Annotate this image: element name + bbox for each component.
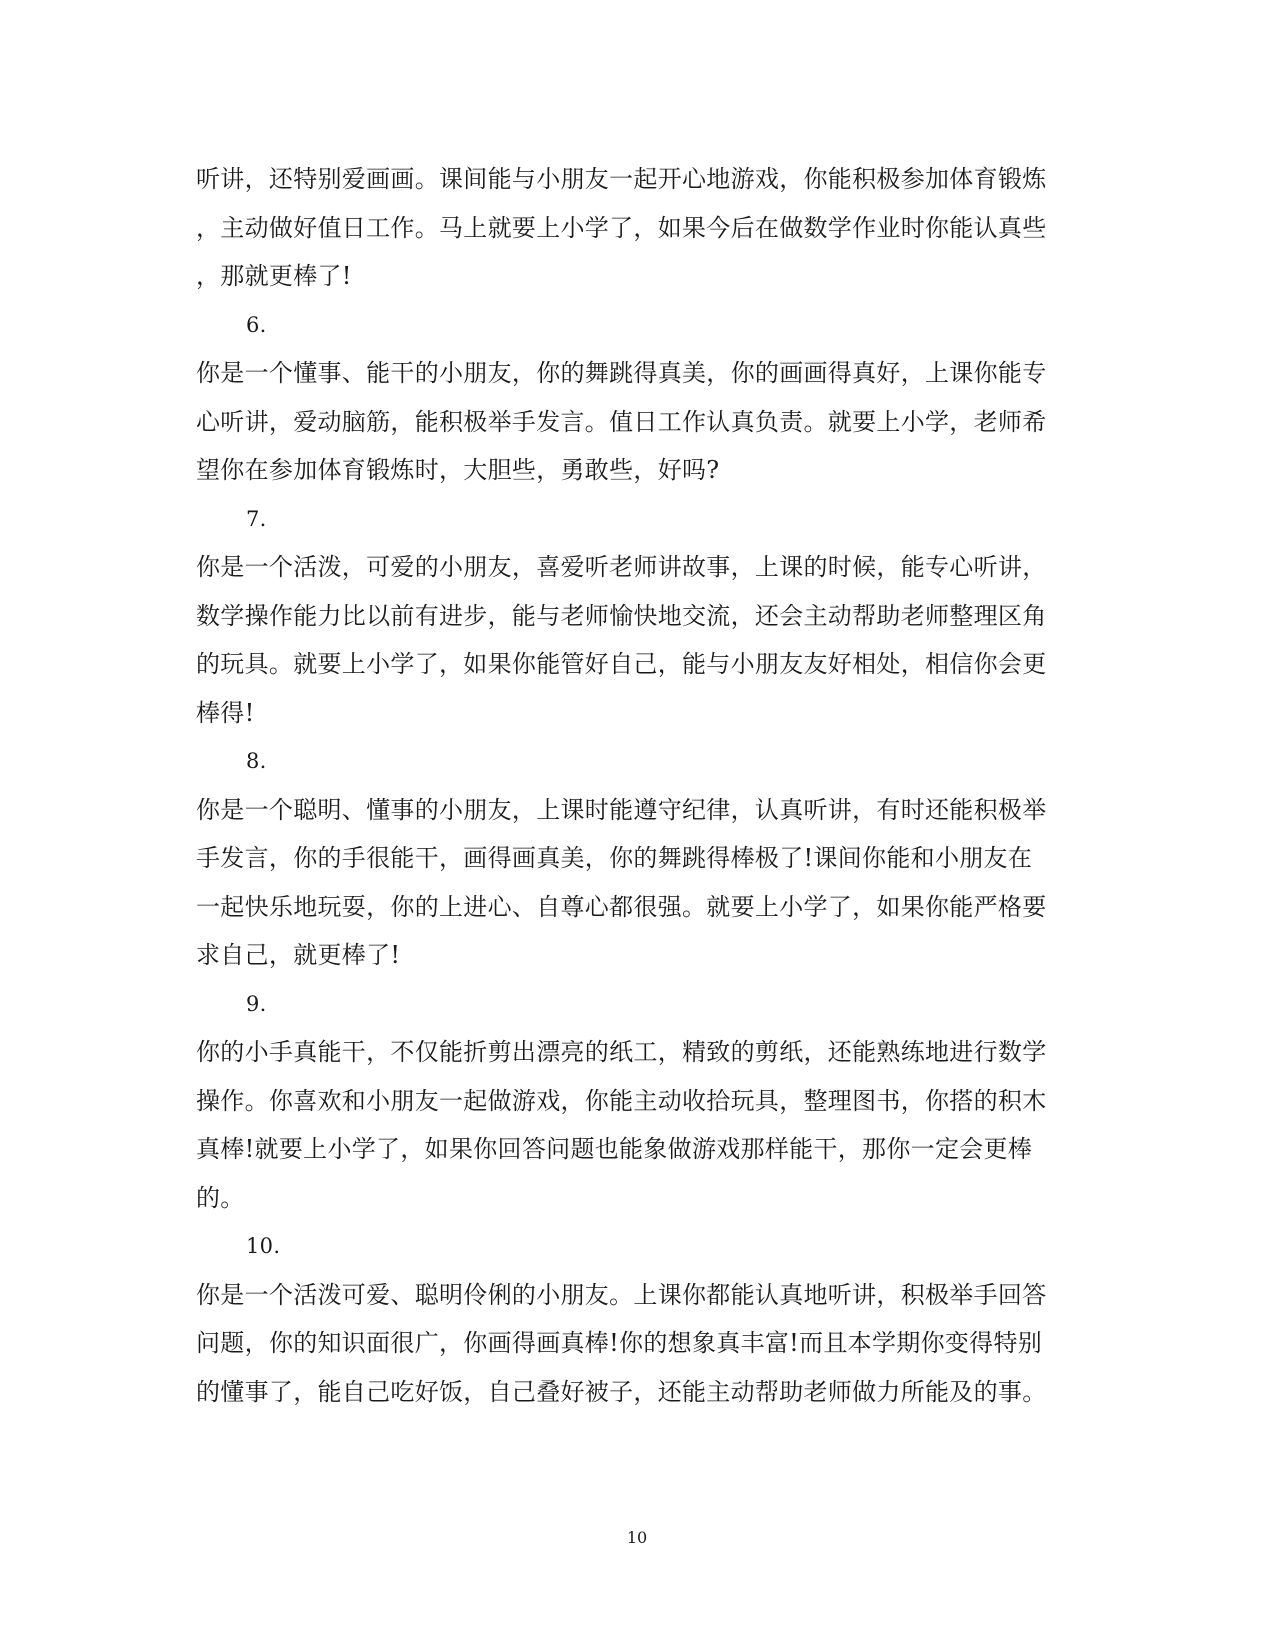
text-line: 你是一个懂事、能干的小朋友，你的舞跳得真美，你的画画得真好，上课你能专: [196, 359, 1047, 387]
item-number: 6.: [246, 312, 267, 337]
text-line: 心听讲，爱动脑筋，能积极举手发言。值日工作认真负责。就要上小学，老师希: [196, 407, 1047, 436]
text-line: 棒得!: [196, 698, 255, 727]
text-line: 的玩具。就要上小学了，如果你能管好自己，能与小朋友友好相处，相信你会更: [196, 650, 1047, 678]
item-number: 8.: [246, 749, 267, 773]
text-line: 的懂事了，能自己吃好饭，自己叠好被子，还能主动帮助老师做力所能及的事。: [196, 1377, 1047, 1406]
item-number: 9.: [246, 991, 267, 1016]
text-line: 你的小手真能干，不仅能折剪出漂亮的纸工，精致的剪纸，还能熟练地进行数学: [196, 1038, 1047, 1066]
text-line: 你是一个聪明、懂事的小朋友，上课时能遵守纪律，认真听讲，有时还能积极举: [196, 795, 1047, 824]
text-line: 你是一个活泼可爱、聪明伶俐的小朋友。上课你都能认真地听讲，积极举手回答: [196, 1280, 1047, 1309]
text-line: 问题，你的知识面很广，你画得画真棒!你的想象真丰富!而且本学期你变得特别: [196, 1329, 1043, 1357]
text-line: 你是一个活泼，可爱的小朋友，喜爱听老师讲故事，上课的时候，能专心听讲，: [196, 553, 1047, 581]
text-line: 手发言，你的手很能干，画得画真美，你的舞跳得棒极了!课间你能和小朋友在: [196, 844, 1033, 872]
text-line: ，那就更棒了!: [196, 262, 352, 290]
text-line: 求自己，就更棒了!: [196, 941, 401, 969]
item-number: 7.: [246, 506, 267, 531]
text-line: 数学操作能力比以前有进步，能与老师愉快地交流，还会主动帮助老师整理区角: [196, 601, 1047, 630]
text-line: ，主动做好值日工作。马上就要上小学了，如果今后在做数学作业时你能认真些: [196, 213, 1047, 242]
page-number: 10: [626, 1528, 648, 1547]
text-line: 望你在参加体育锻炼时，大胆些，勇敢些，好吗?: [196, 456, 720, 484]
text-line: 的。: [196, 1183, 245, 1212]
text-line: 一起快乐地玩耍，你的上进心、自尊心都很强。就要上小学了，如果你能严格要: [196, 892, 1047, 921]
text-line: 真棒!就要上小学了，如果你回答问题也能象做游戏那样能干，那你一定会更棒: [196, 1135, 1033, 1163]
text-line: 操作。你喜欢和小朋友一起做游戏，你能主动收拾玩具，整理图书，你搭的积木: [196, 1086, 1047, 1115]
document-body: [196, 155, 1076, 1416]
item-number: 10.: [246, 1234, 281, 1258]
text-line: 听讲，还特别爱画画。课间能与小朋友一起开心地游戏，你能积极参加体育锻炼: [196, 165, 1047, 193]
